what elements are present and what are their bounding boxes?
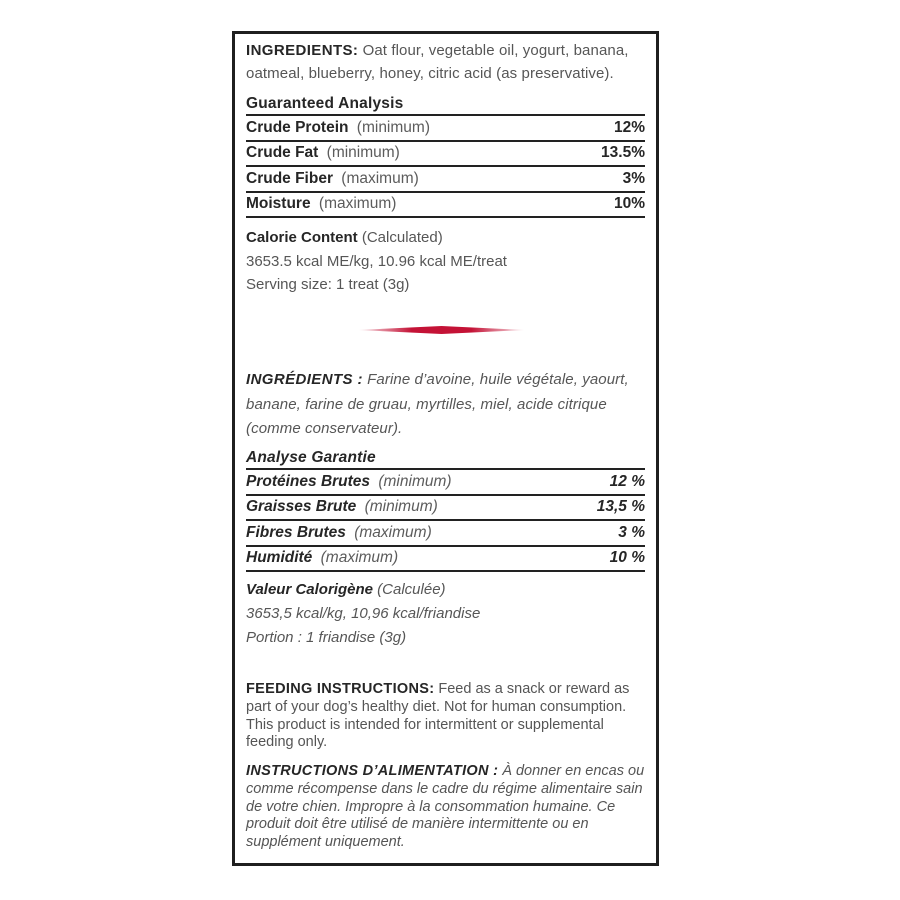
table-row [246,521,645,547]
calorie-content-en [246,226,645,297]
row-label [246,473,452,491]
feeding-title: FEEDING INSTRUCTIONS: [246,681,435,697]
nutrient-name: Protéines Brutes [246,472,371,490]
calorie-qualifier: (Calculée) [377,581,446,598]
calorie-values: 3653,5 kcal/kg, 10,96 kcal/friandise [246,605,481,622]
table-row [246,547,645,573]
analyse-garantie-title: Analyse Garantie [246,449,645,470]
row-label [246,549,398,567]
ingredients-fr-title: INGRÉDIENTS : [246,371,363,388]
row-label [246,170,419,188]
guaranteed-analysis-title: Guaranteed Analysis [246,95,645,116]
feeding-text: Feed as a snack or reward as part of your dog’s healthy diet. Not for human consumption. This product is intended for intermittent or supplemental feeding only. [246,681,630,751]
nutrient-value: 13.5% [601,144,645,162]
row-label [246,498,438,516]
nutrient-name: Crude Fat [246,144,319,162]
calorie-title: Valeur Calorigène [246,581,373,598]
nutrient-qualifier: (maximum) [341,169,419,187]
table-row [246,193,645,219]
nutrient-name: Humidité [246,549,313,567]
nutrient-value: 13,5 % [596,498,645,516]
ingredients-en [246,40,645,85]
nutrient-name: Fibres Brutes [246,523,346,541]
row-label [246,524,432,542]
table-row [246,142,645,168]
nutrient-name: Crude Protein [246,118,349,136]
analyse-garantie-table [246,449,645,572]
feeding-text: À donner en encas ou comme récompense dans le cadre du régime alimentaire sain de votre chien. Impropre à la consommation humaine. Ce produit doit être utilisé de manière intermittente ou en supplément uniquement. [246,763,645,851]
feeding-title: INSTRUCTIONS D’ALIMENTATION : [246,763,499,779]
ingredients-en-title: INGREDIENTS: [246,42,359,59]
calorie-qualifier: (Calculated) [361,229,443,246]
serving-size: Portion : 1 friandise (3g) [246,629,407,646]
nutrient-qualifier: (minimum) [356,118,430,136]
row-label [246,195,396,213]
nutrient-name: Graisses Brute [246,498,357,516]
table-row [246,167,645,193]
nutrient-value: 12 % [609,472,645,490]
calorie-content-fr [246,578,645,650]
red-divider-ornament [359,326,524,334]
calorie-title: Calorie Content [246,229,358,246]
pet-food-label-panel [232,31,659,866]
nutrient-value: 10 % [609,549,645,567]
nutrient-value: 12% [613,118,645,136]
calorie-title-line [246,578,645,602]
nutrient-value: 3 % [618,523,645,541]
calorie-values: 3653.5 kcal ME/kg, 10.96 kcal ME/treat [246,252,507,270]
serving-size: Serving size: 1 treat (3g) [246,276,410,293]
nutrient-qualifier: (minimum) [326,144,400,162]
calorie-title-line [246,226,645,250]
guaranteed-analysis-table [246,95,645,218]
table-row [246,116,645,142]
nutrient-qualifier: (maximum) [354,523,432,541]
ingredients-en-text: Oat flour, vegetable oil, yogurt, banana, oatmeal, blueberry, honey, citric acid (as preservative). [246,42,629,82]
row-label [246,144,400,162]
table-row [246,496,645,522]
nutrient-name: Crude Fiber [246,169,333,187]
nutrient-name: Moisture [246,195,311,213]
table-row [246,470,645,496]
nutrient-qualifier: (minimum) [364,498,438,516]
ingredients-fr [246,368,645,442]
nutrient-value: 10% [613,195,645,213]
nutrient-qualifier: (maximum) [318,195,397,213]
feeding-instructions-en [246,681,645,752]
nutrient-value: 3% [622,169,645,187]
row-label [246,119,430,137]
nutrient-qualifier: (maximum) [320,549,399,567]
ingredients-fr-text: Farine d’avoine, huile végétale, yaourt, banane, farine de gruau, myrtilles, miel, acide citrique (comme conservateur). [246,371,629,437]
feeding-instructions-fr [246,763,645,852]
nutrient-qualifier: (minimum) [378,472,452,490]
